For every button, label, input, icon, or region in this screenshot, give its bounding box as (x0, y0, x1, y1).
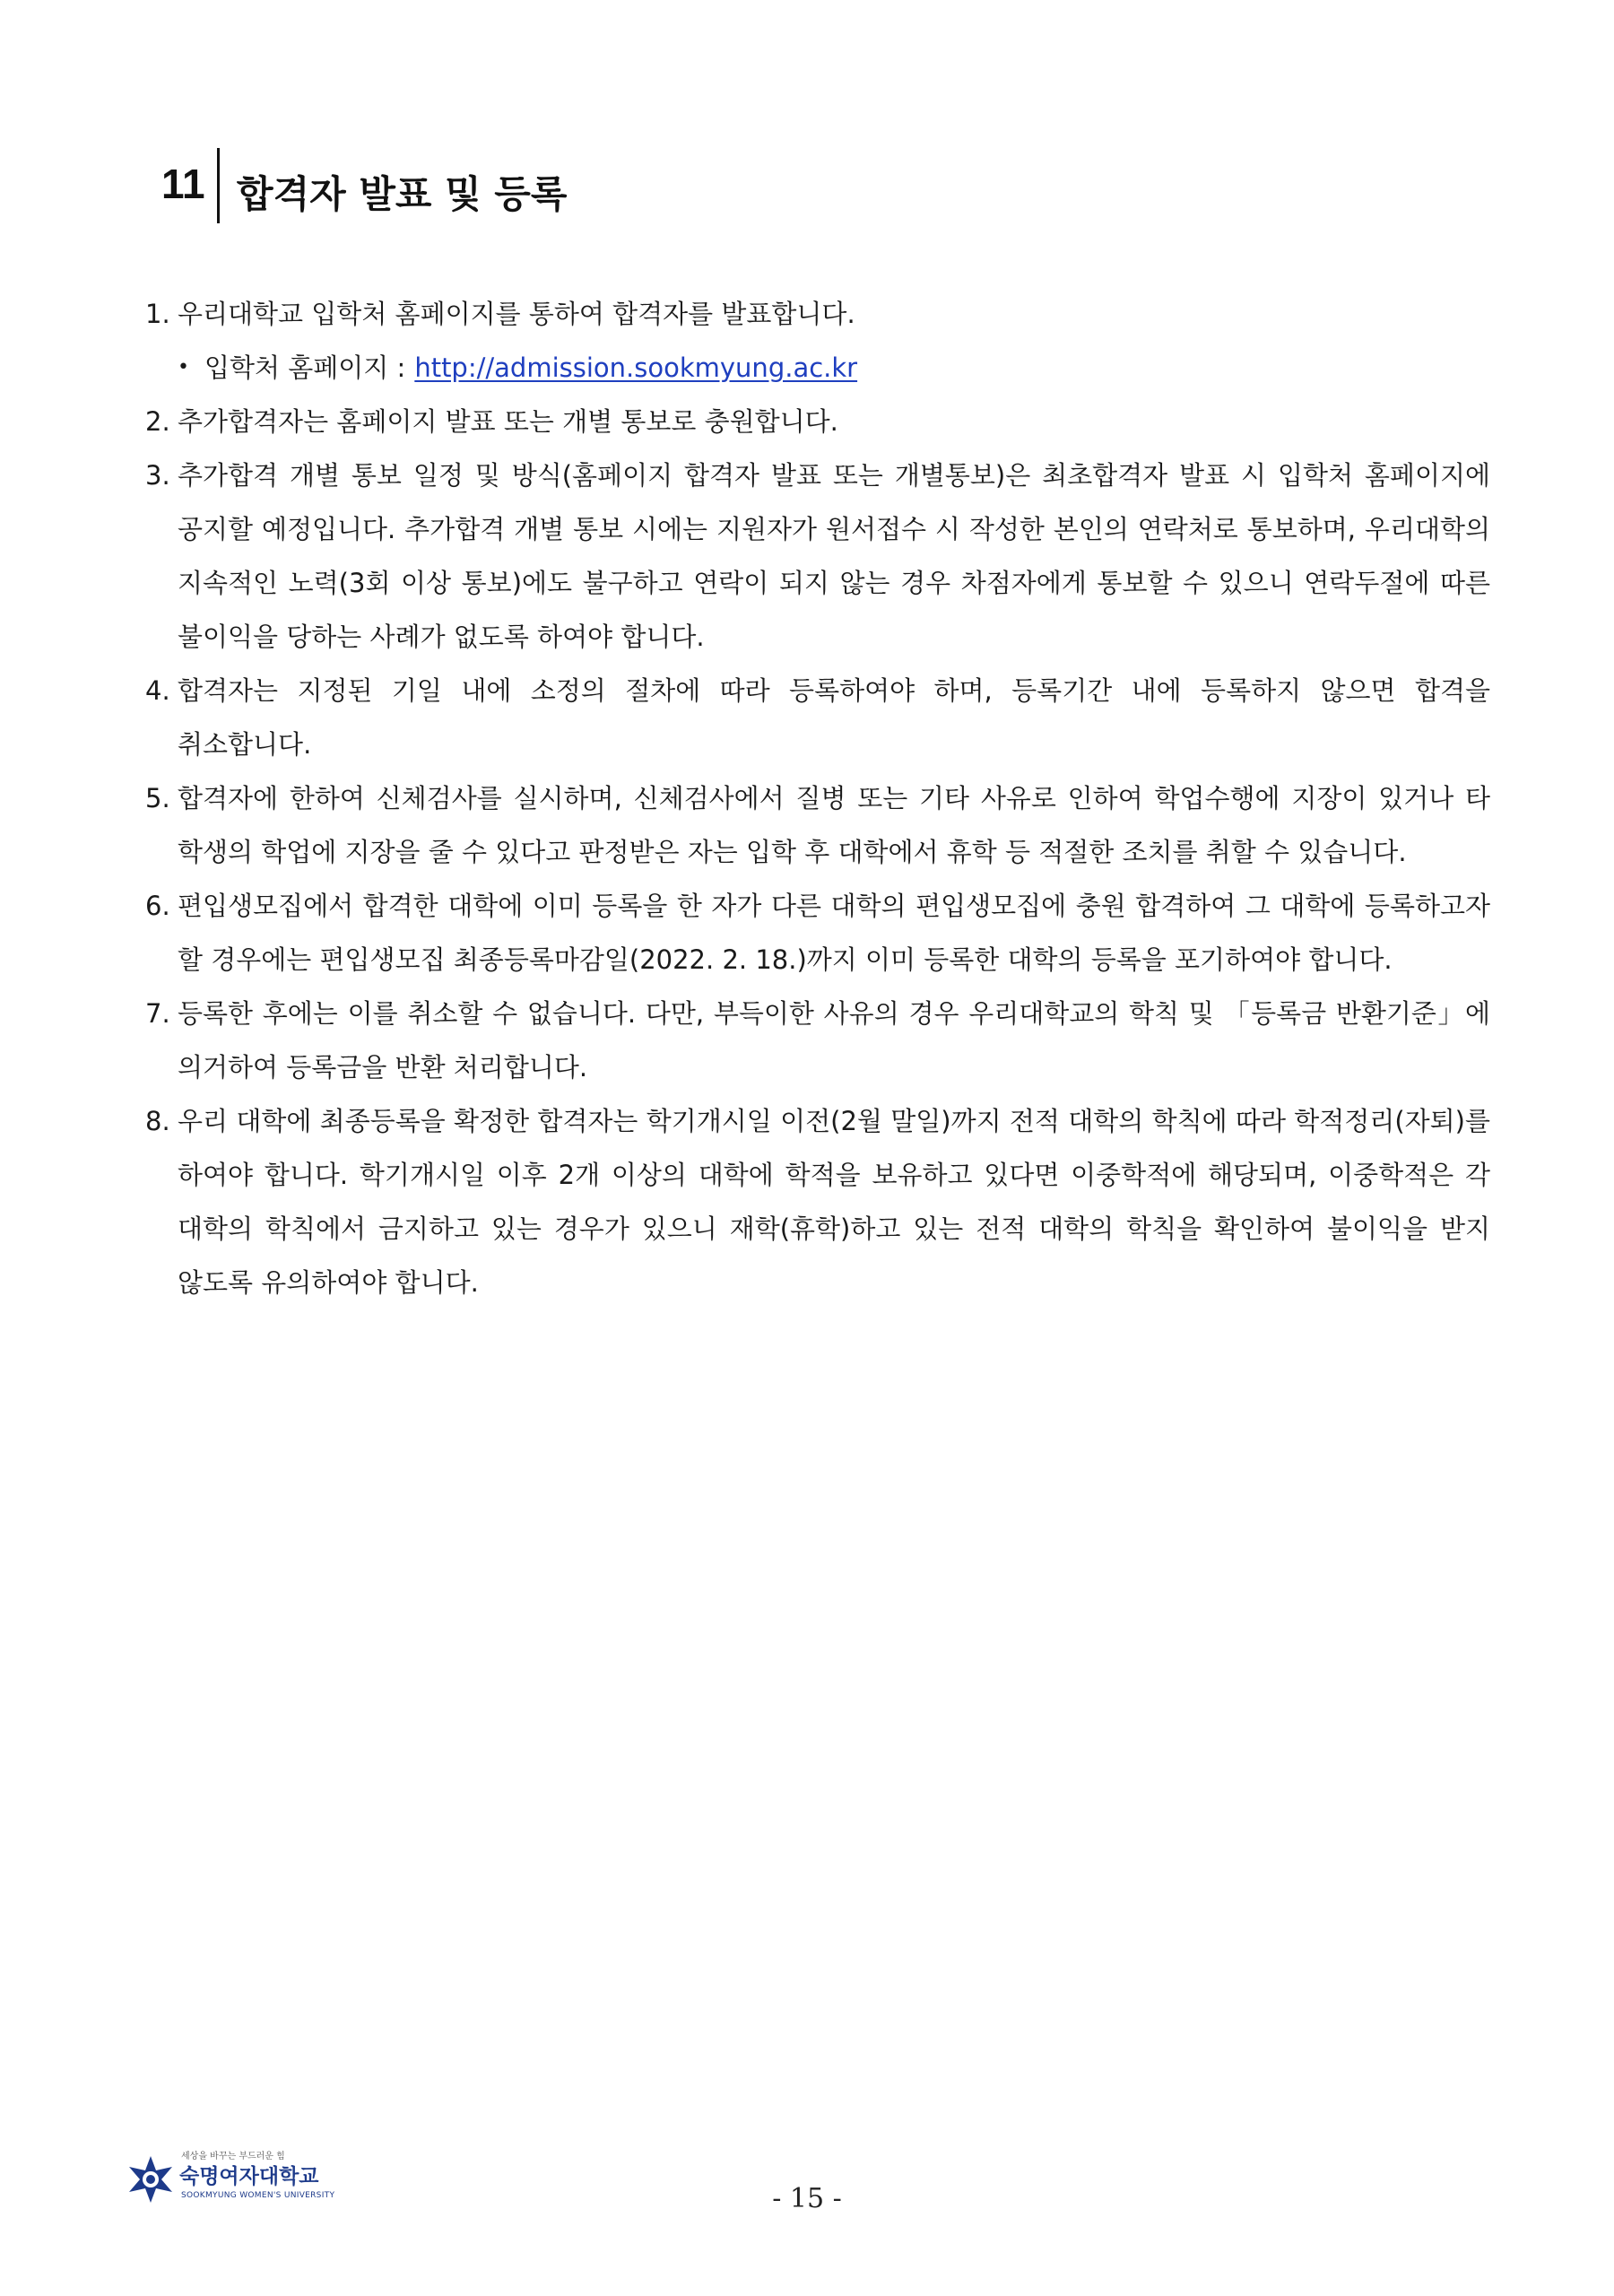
notice-list (145, 287, 1490, 1309)
section-title: 합격자 발표 및 등록 (237, 172, 568, 216)
list-item (145, 1094, 1490, 1309)
list-item-text: 합격자는 지정된 기일 내에 소정의 절차에 따라 등록하여야 하며, 등록기간 내에 등록하지 않으면 합격을 취소합니다. (178, 675, 1490, 760)
list-item (145, 987, 1490, 1094)
list-item-number: 2. (145, 406, 170, 437)
logo-slogan: 세상을 바꾸는 부드러운 힘 (181, 2152, 285, 2161)
list-item-text: 우리대학교 입학처 홈페이지를 통하여 합격자를 발표합니다. (178, 299, 855, 329)
list-item-text: 우리 대학에 최종등록을 확정한 합격자는 학기개시일 이전(2월 말일)까지 전적 대학의 학칙에 따라 학적정리(자퇴)를 하여야 합니다. 학기개시일 이후 2개 이상의 대학에 학적을 보유하고 있다면 이중학적에 해당되며, 이중학적은 각 대학의 학칙에서 금지하고 있는 경우가 있으니 재학(휴학)하고 있는 전적 대학의 학칙을 확인하여 불이익을 받지 않도록 유의하여야 합니다. (178, 1106, 1490, 1298)
list-item (145, 287, 1490, 341)
list-item (145, 879, 1490, 987)
list-item (145, 448, 1490, 664)
admission-homepage-link[interactable]: http://admission.sookmyung.ac.kr (414, 352, 858, 383)
homepage-label: 입학처 홈페이지 : (204, 352, 406, 383)
list-item-number: 5. (145, 783, 170, 813)
bullet-icon: • (178, 356, 189, 378)
section-divider (217, 148, 220, 223)
logo-university-english: SOOKMYUNG WOMEN'S UNIVERSITY (181, 2191, 335, 2200)
list-item-text: 추가합격자는 홈페이지 발표 또는 개별 통보로 충원합니다. (178, 406, 838, 437)
list-item-text: 등록한 후에는 이를 취소할 수 없습니다. 다만, 부득이한 사유의 경우 우리대학교의 학칙 및 「등록금 반환기준」에 의거하여 등록금을 반환 처리합니다. (178, 998, 1490, 1083)
list-item-text: 합격자에 한하여 신체검사를 실시하며, 신체검사에서 질병 또는 기타 사유로 인하여 학업수행에 지장이 있거나 타 학생의 학업에 지장을 줄 수 있다고 판정받은 자는 입학 후 대학에서 휴학 등 적절한 조치를 취할 수 있습니다. (178, 783, 1490, 867)
list-item-number: 4. (145, 675, 170, 706)
logo-university-name: 숙명여자대학교 (179, 2165, 319, 2188)
list-item-text: 추가합격 개별 통보 일정 및 방식(홈페이지 합격자 발표 또는 개별통보)은 최초합격자 발표 시 입학처 홈페이지에 공지할 예정입니다. 추가합격 개별 통보 시에는 지원자가 원서접수 시 작성한 본인의 연락처로 통보하며, 우리대학의 지속적인 노력(3회 이상 통보)에도 불구하고 연락이 되지 않는 경우 차점자에게 통보할 수 있으니 연락두절에 따른 불이익을 당하는 사례가 없도록 하여야 합니다. (178, 460, 1490, 652)
list-item-number: 3. (145, 460, 170, 491)
list-item-number: 1. (145, 299, 170, 329)
list-item-number: 8. (145, 1106, 170, 1136)
list-item (145, 395, 1490, 448)
section-number: 11 (161, 161, 205, 207)
list-item-number: 6. (145, 891, 170, 921)
homepage-sub-item (145, 341, 1490, 395)
list-item (145, 664, 1490, 771)
list-item-text: 편입생모집에서 합격한 대학에 이미 등록을 한 자가 다른 대학의 편입생모집에 충원 합격하여 그 대학에 등록하고자 할 경우에는 편입생모집 최종등록마감일(2022. 2. 18.)까지 이미 등록한 대학의 등록을 포기하여야 합니다. (178, 891, 1490, 975)
list-item-number: 7. (145, 998, 170, 1029)
page-number: - 15 - (772, 2183, 842, 2214)
list-item (145, 771, 1490, 879)
